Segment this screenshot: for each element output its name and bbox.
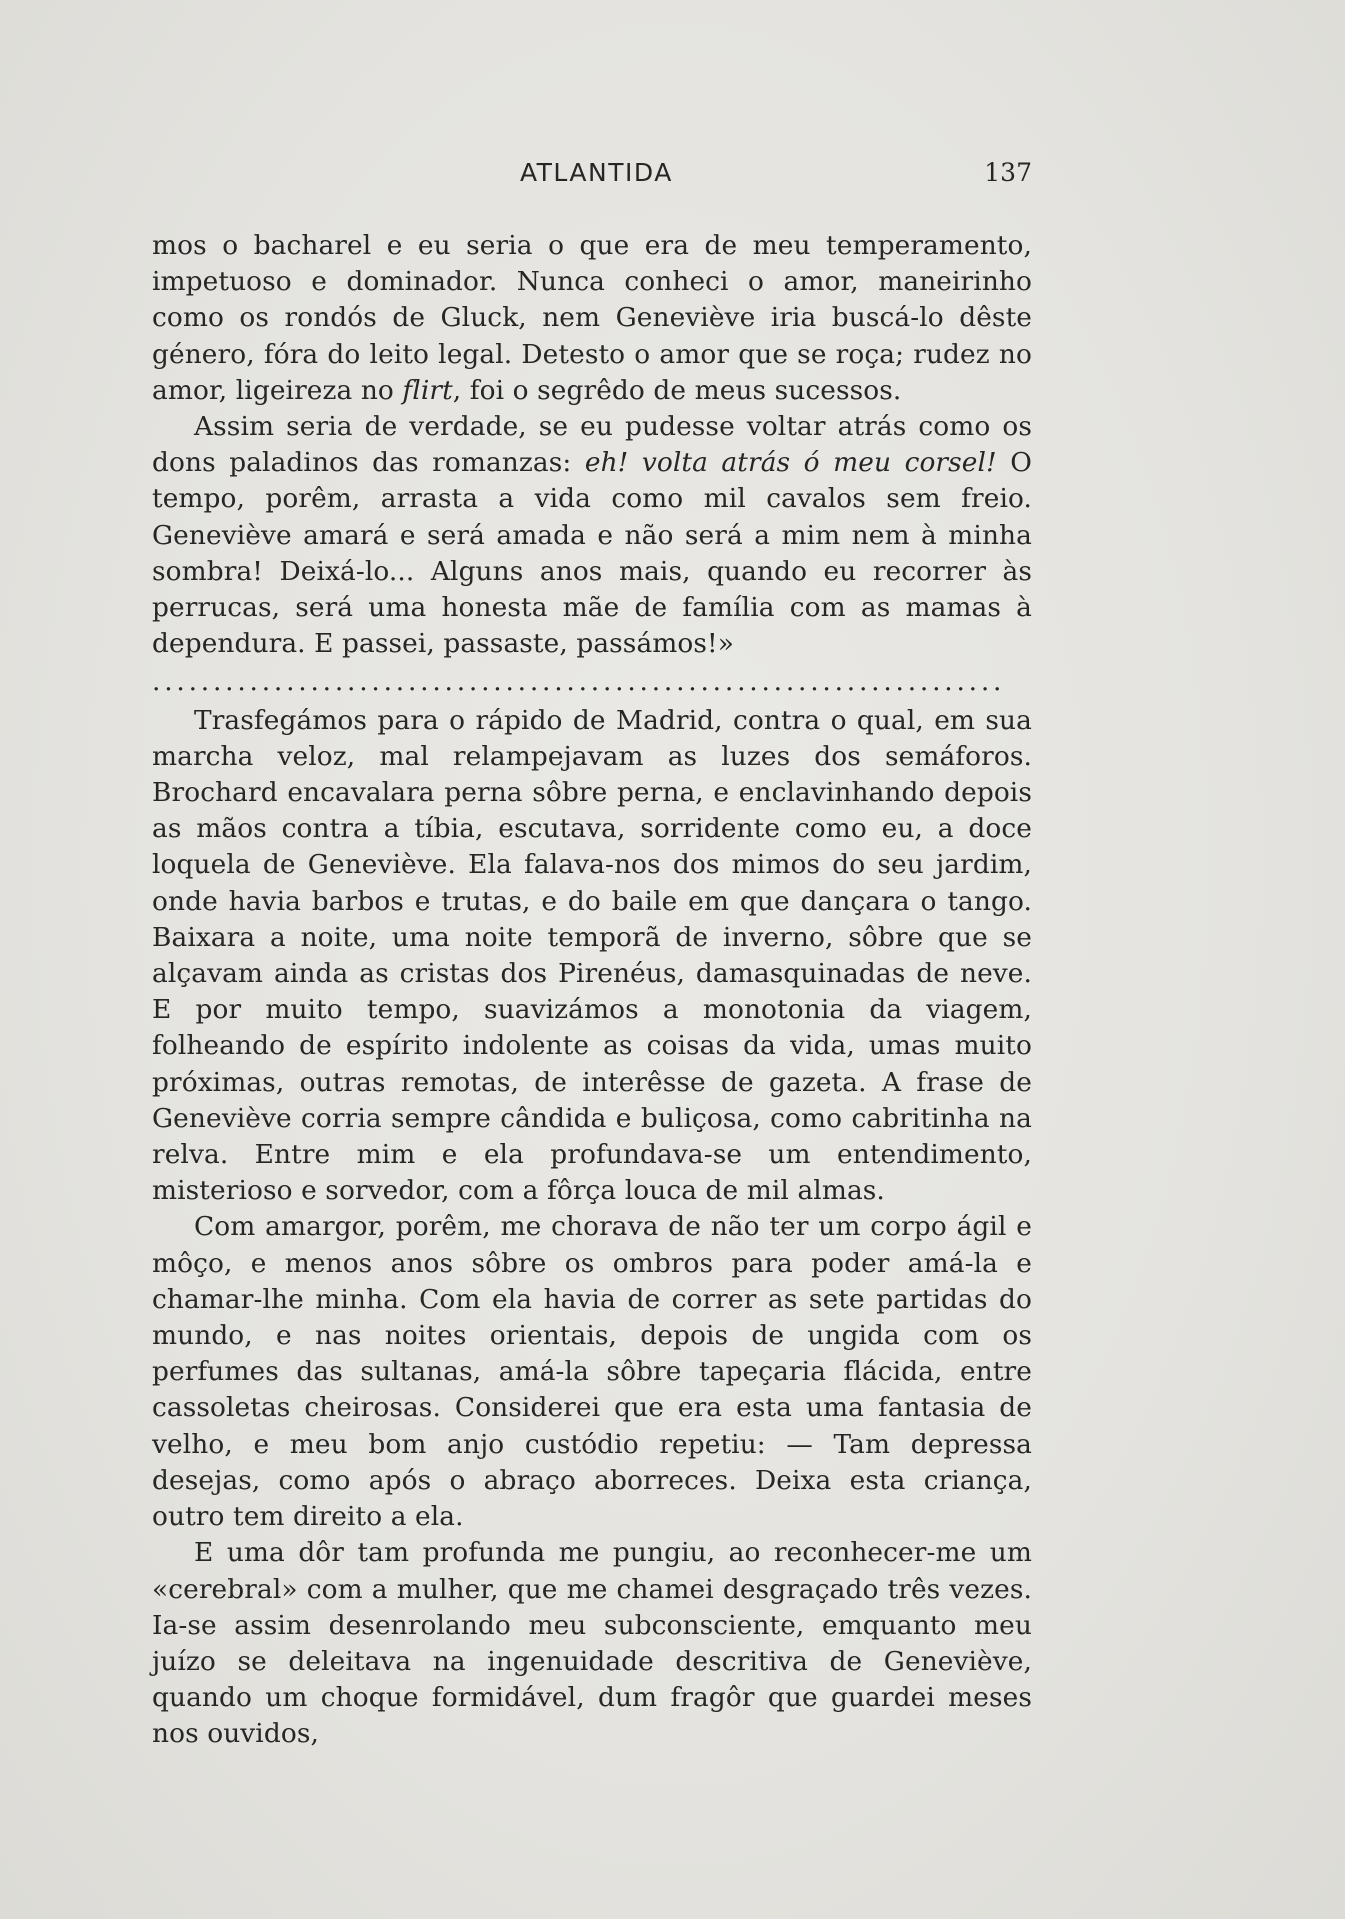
paragraph-2 [152,409,1032,662]
running-head [152,158,1032,194]
paragraph-3 [152,703,1032,1210]
paragraph-1-text: mos o bacharel e eu seria o que era de meu temperamento, impetuoso e dominador. Nunca conheci o amor, maneirinho como os rondós de Gluck, nem Geneviève iria buscá-lo dêste género, fóra do leito legal. Detesto o amor que se roça; rudez no amor, ligeireza no [152,230,1032,406]
paragraph-5 [152,1535,1032,1752]
paragraph-2-text: Assim seria de verdade, se eu pudesse voltar atrás como os dons paladinos das romanzas: [152,411,1032,479]
separator-dots: ...................................................................... [152,666,1006,698]
paragraph-5-text: E uma dôr tam profunda me pungiu, ao reconhecer-me um «cerebral» com a mulher, que me chamei desgraçado três vezes. Ia-se assim desenrolando meu subconsciente, emquanto meu juízo se deleitava na ingenuidade descritiva de Geneviève, quando um choque formidável, dum fragôr que guardei meses nos ouvidos, [152,1537,1032,1750]
page-number: 137 [984,158,1032,187]
paragraph-2-text-end: O tempo, porêm, arrasta a vida como mil cavalos sem freio. Geneviève amará e será amada e não será a mim nem à minha sombra! Deixá-lo... Alguns anos mais, quando eu recorrer às perrucas, será uma honesta mãe de família com as mamas à dependura. E passei, passaste, passámos!» [152,447,1032,660]
body-text [152,228,1032,1753]
paragraph-2-italic: eh! volta atrás ó meu corsel! [584,447,997,479]
paragraph-1-italic: flirt [402,374,453,406]
paragraph-4 [152,1209,1032,1535]
running-title: ATLANTIDA [520,158,673,187]
paragraph-4-text: Com amargor, porêm, me chorava de não ter um corpo ágil e môço, e menos anos sôbre os ombros para poder amá-la e chamar-lhe minha. Com ela havia de correr as sete partidas do mundo, e nas noites orientais, depois de ungida com os perfumes das sultanas, amá-la sôbre tapeçaria flácida, entre cassoletas cheirosas. Considerei que era esta uma fantasia de velho, e meu bom anjo custódio repetiu: — Tam depressa desejas, como após o abraço aborreces. Deixa esta criança, outro tem direito a ela. [152,1211,1032,1533]
paragraph-1-text-end: , foi o segrêdo de meus sucessos. [452,374,902,406]
section-separator [152,664,1032,700]
paragraph-3-text: Trasfegámos para o rápido de Madrid, contra o qual, em sua marcha veloz, mal relampejavam as luzes dos semáforos. Brochard encavalara perna sôbre perna, e enclavinhando depois as mãos contra a tíbia, escutava, sorridente como eu, a doce loquela de Geneviève. Ela falava-nos dos mimos do seu jardim, onde havia barbos e trutas, e do baile em que dançara o tango. Baixara a noite, uma noite temporã de inverno, sôbre que se alçavam ainda as cristas dos Pirenéus, damasquinadas de neve. E por muito tempo, suavizámos a monotonia da viagem, folheando de espírito indolente as coisas da vida, umas muito próximas, outras remotas, de interêsse de gazeta. A frase de Geneviève corria sempre cândida e buliçosa, como cabritinha na relva. Entre mim e ela profundava-se um entendimento, misterioso e sorvedor, com a fôrça louca de mil almas. [152,704,1032,1207]
paragraph-1 [152,228,1032,409]
